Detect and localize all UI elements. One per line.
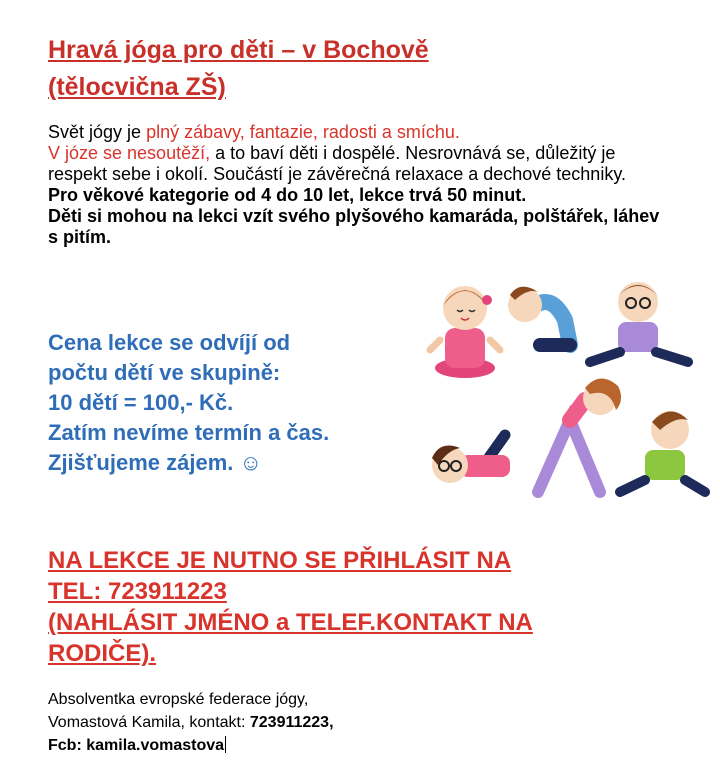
title-line-2: (tělocvična ZŠ)	[48, 73, 226, 101]
footer-facebook: Fcb: kamila.vomastova	[48, 737, 225, 754]
footer-line-3	[48, 734, 668, 757]
boy-glasses-figure	[590, 282, 688, 362]
girl-downward-dog-figure	[538, 378, 621, 492]
price-info	[48, 328, 428, 478]
intro-p2-red: V józe se nesoutěží,	[48, 143, 211, 163]
footer-contact-label: Vomastová Kamila, kontakt:	[48, 714, 250, 731]
footer-line-2	[48, 711, 668, 734]
girl-lying-figure	[432, 435, 510, 483]
intro-p1-plain: Svět jógy je	[48, 122, 147, 142]
footer-phone: 723911223,	[249, 714, 334, 731]
notice-line-2: TEL: 723911223	[48, 578, 227, 605]
title-line-1: Hravá jóga pro děti – v Bochově	[48, 36, 429, 64]
girl-lotus-figure	[430, 286, 500, 378]
price-line-2: počtu dětí ve skupině:	[48, 360, 281, 385]
registration-notice	[48, 545, 688, 669]
price-line-1: Cena lekce se odvíjí od	[48, 330, 291, 355]
price-line-4: Zatím nevíme termín a čas.	[48, 420, 330, 445]
boy-bending-figure	[508, 287, 570, 345]
intro-p2-plain: a to baví děti i dospělé. Nesrovnává se, důležitý je respekt sebe i okolí. Součástí je závěrečná relaxace a dechové techniky.	[48, 143, 626, 184]
notice-line-3: (NAHLÁSIT JMÉNO a TELEF.KONTAKT NA	[48, 609, 533, 636]
intro-bring-info: Děti si mohou na lekci vzít svého plyšového kamaráda, polštářek, láhev s pitím.	[48, 206, 660, 247]
footer-line-1: Absolventka evropské federace jógy,	[48, 691, 309, 708]
boy-plank-figure	[620, 411, 705, 492]
page-title	[48, 32, 668, 106]
price-line-5: Zjišťujeme zájem. ☺	[48, 450, 262, 475]
footer-contact	[48, 688, 668, 757]
kids-yoga-illustration	[420, 270, 720, 510]
notice-line-1: NA LEKCE JE NUTNO SE PŘIHLÁSIT NA	[48, 547, 512, 574]
notice-line-4: RODIČE).	[48, 640, 156, 667]
intro-p1-red: plný zábavy, fantazie, radosti a smíchu.	[146, 122, 460, 142]
text-cursor	[225, 736, 226, 753]
price-line-3: 10 dětí = 100,- Kč.	[48, 390, 234, 415]
intro-text	[48, 122, 668, 248]
intro-age-info: Pro věkové kategorie od 4 do 10 let, lekce trvá 50 minut.	[48, 185, 527, 205]
